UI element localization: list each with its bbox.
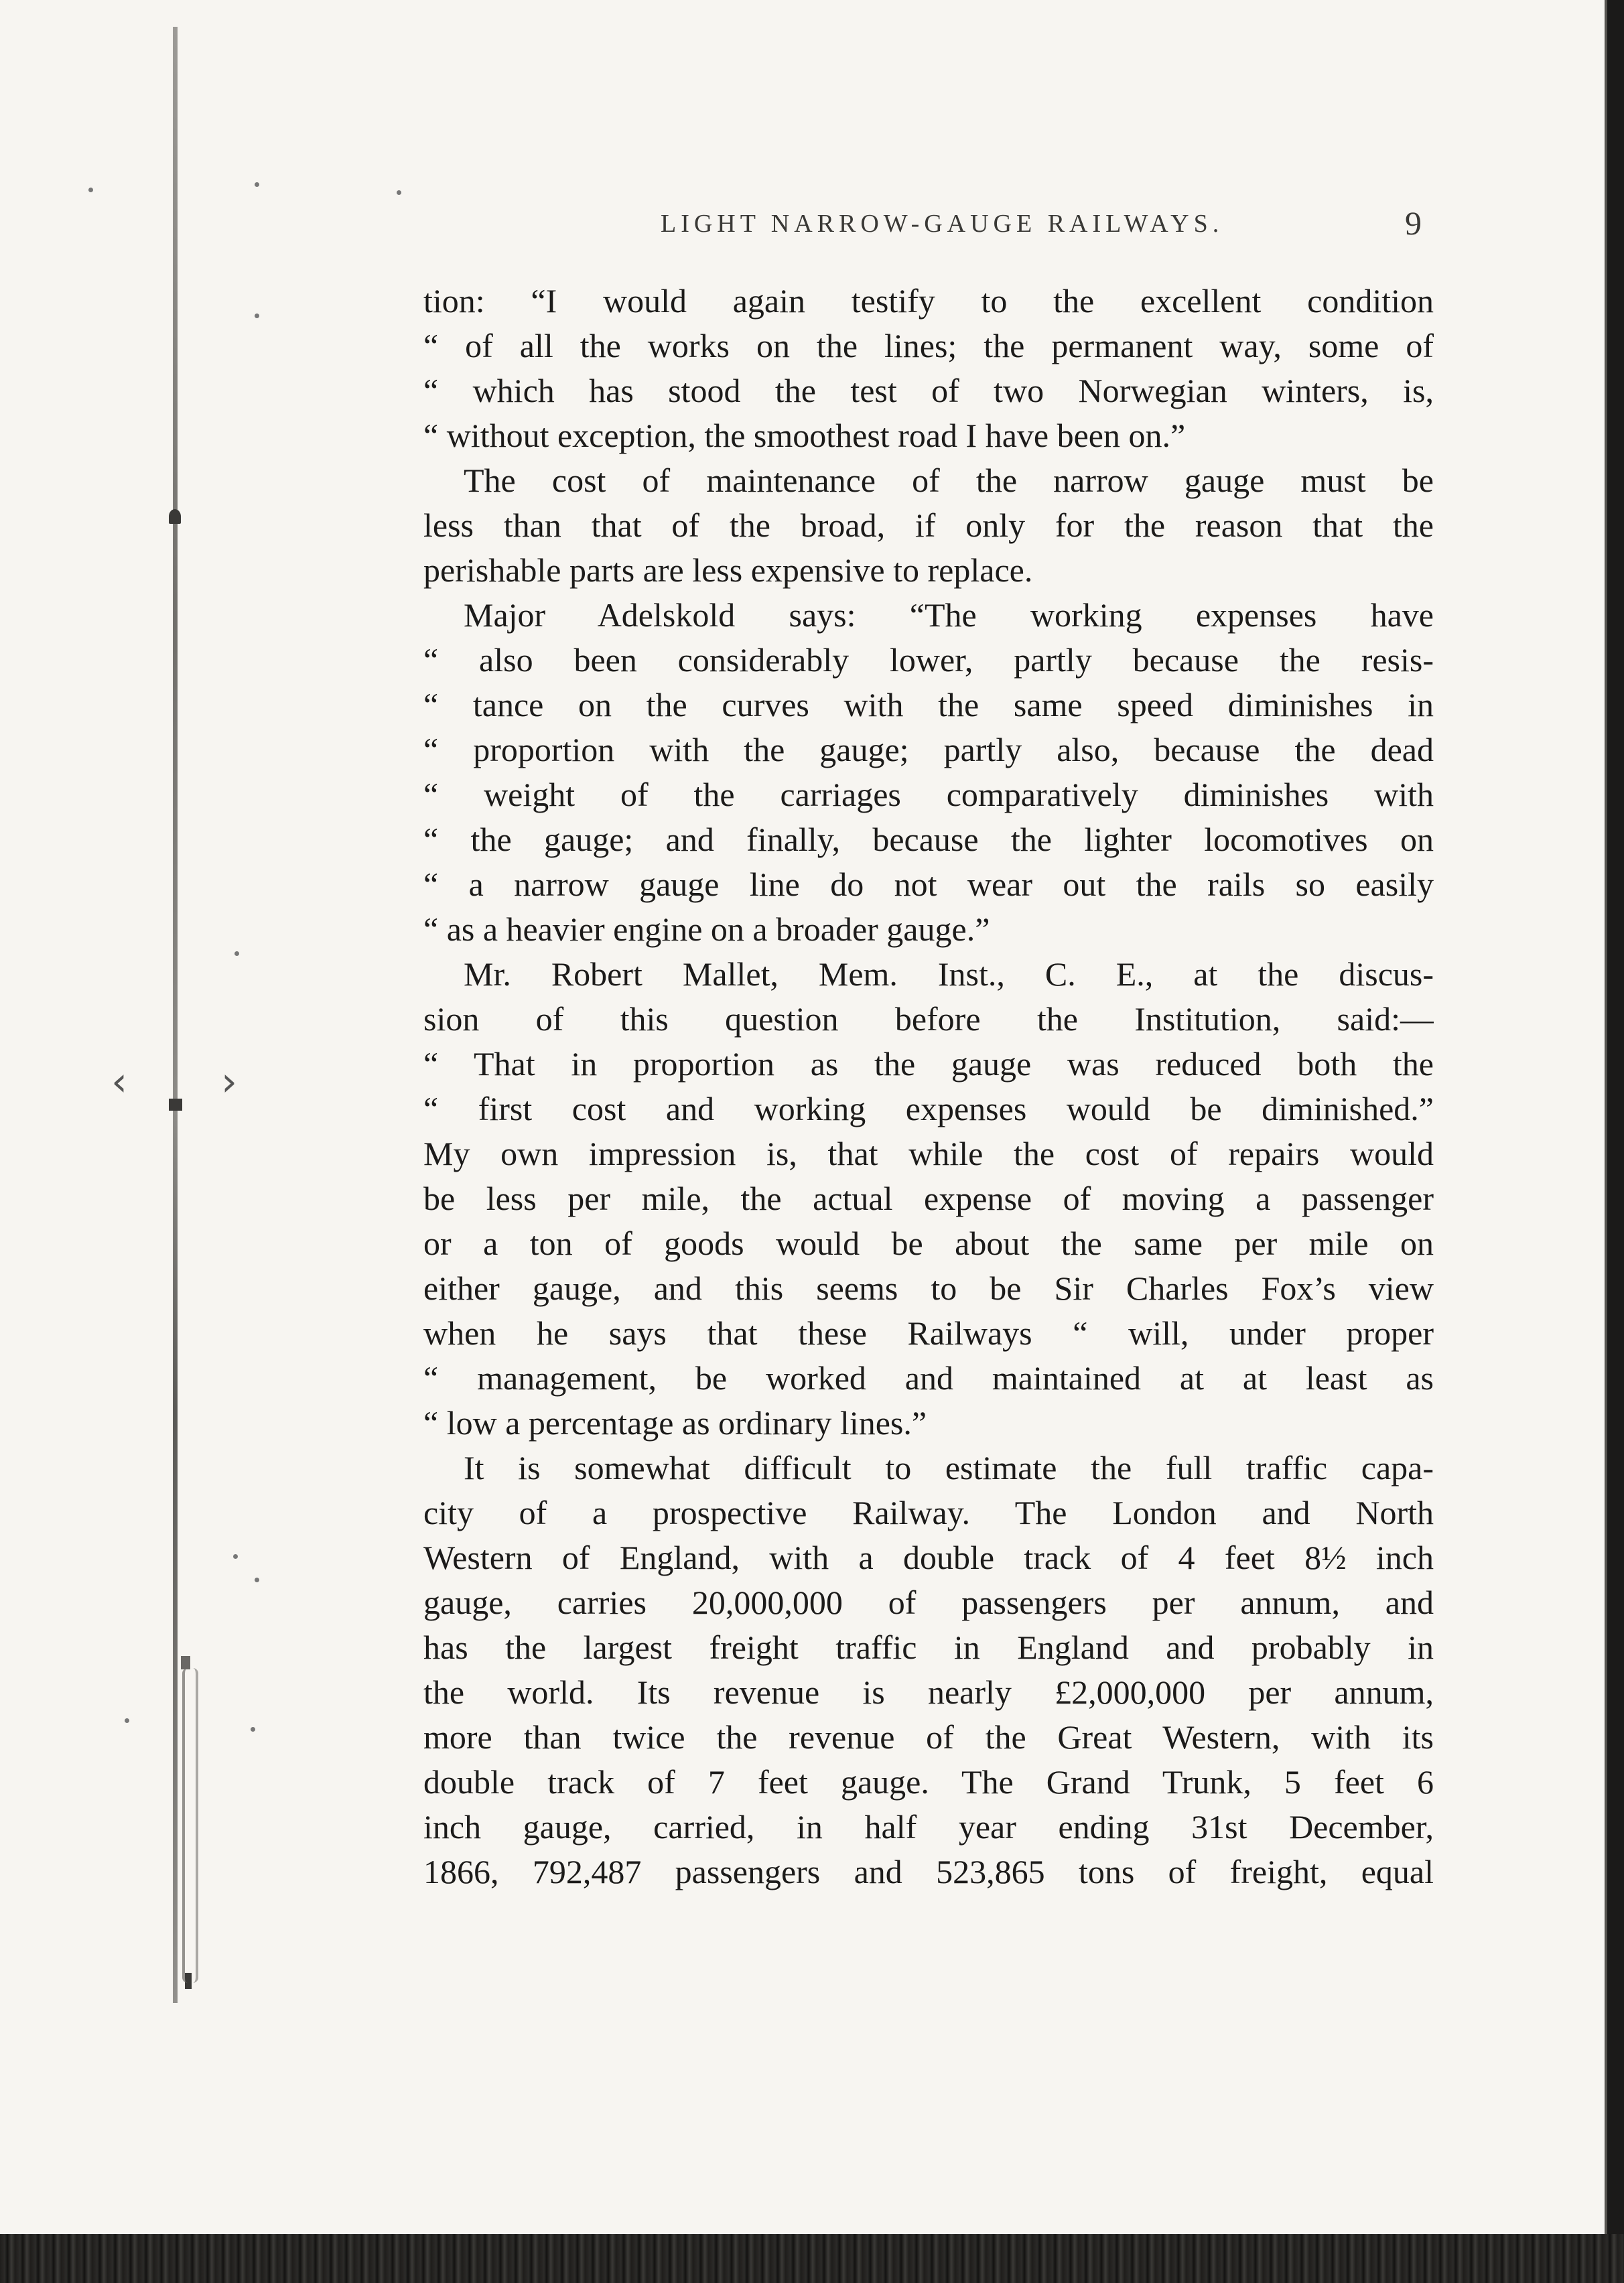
text-line: “ a narrow gauge line do not wear out the rails so easily bbox=[423, 866, 1434, 903]
text-line: “ weight of the carriages comparatively diminishes with bbox=[423, 776, 1434, 813]
text-line: inch gauge, carried, in half year ending 31st December, bbox=[423, 1808, 1434, 1846]
text-line: “ low a percentage as ordinary lines.” bbox=[423, 1404, 927, 1442]
dust-speck bbox=[125, 1718, 129, 1723]
binding-mark bbox=[169, 1099, 182, 1111]
dust-speck bbox=[255, 182, 259, 187]
text-line: perishable parts are less expensive to replace. bbox=[423, 551, 1033, 589]
text-line: city of a prospective Railway. The London and North bbox=[423, 1494, 1434, 1531]
text-line: the world. Its revenue is nearly £2,000,000 per annum, bbox=[423, 1673, 1434, 1711]
dust-speck bbox=[234, 951, 239, 956]
page-edge-bottom bbox=[0, 2234, 1624, 2283]
dust-speck bbox=[397, 190, 401, 195]
text-line: or a ton of goods would be about the same per mile on bbox=[423, 1225, 1434, 1262]
left-bracket-mark: ‹ bbox=[111, 1058, 127, 1105]
dust-speck bbox=[255, 314, 259, 318]
paragraph bbox=[423, 458, 1434, 593]
paragraph bbox=[423, 593, 1434, 952]
running-head: LIGHT NARROW-GAUGE RAILWAYS. bbox=[661, 210, 1224, 238]
paragraph bbox=[423, 1446, 1434, 1894]
text-line: “ proportion with the gauge; partly also, because the dead bbox=[423, 731, 1434, 768]
binding-line bbox=[173, 27, 178, 2003]
text-line: more than twice the revenue of the Great Western, with its bbox=[423, 1718, 1434, 1756]
binding-mark bbox=[181, 1656, 190, 1669]
text-line: sion of this question before the Institution, said:— bbox=[423, 1000, 1434, 1038]
text-line: 1866, 792,487 passengers and 523,865 tons of freight, equal bbox=[423, 1853, 1434, 1890]
page-edge-right bbox=[1605, 0, 1624, 2283]
text-line: double track of 7 feet gauge. The Grand Trunk, 5 feet 6 bbox=[423, 1763, 1434, 1801]
text-line: It is somewhat difficult to estimate the full traffic capa- bbox=[464, 1449, 1434, 1486]
text-line: “ as a heavier engine on a broader gauge.” bbox=[423, 910, 990, 948]
dust-speck bbox=[233, 1554, 238, 1559]
text-line: gauge, carries 20,000,000 of passengers per annum, and bbox=[423, 1584, 1434, 1621]
text-line: Mr. Robert Mallet, Mem. Inst., C. E., at the discus- bbox=[464, 955, 1434, 993]
text-line: “ tance on the curves with the same speed diminishes in bbox=[423, 686, 1434, 723]
text-line: Major Adelskold says: “The working expenses have bbox=[464, 596, 1434, 634]
right-bracket-mark: › bbox=[221, 1058, 237, 1105]
text-line: has the largest freight traffic in England and probably in bbox=[423, 1629, 1434, 1666]
text-line: “ first cost and working expenses would be diminished.” bbox=[423, 1090, 1434, 1127]
text-line: Western of England, with a double track of 4 feet 8½ inch bbox=[423, 1539, 1434, 1576]
text-line: The cost of maintenance of the narrow gauge must be bbox=[464, 462, 1434, 499]
paragraph bbox=[423, 952, 1434, 1446]
paragraph bbox=[423, 279, 1434, 458]
text-line: be less per mile, the actual expense of moving a passenger bbox=[423, 1180, 1434, 1217]
page-number: 9 bbox=[1405, 204, 1422, 242]
text-line: when he says that these Railways “ will, under proper bbox=[423, 1314, 1434, 1352]
text-line: My own impression is, that while the cost of repairs would bbox=[423, 1135, 1434, 1172]
text-line: “ which has stood the test of two Norwegian winters, is, bbox=[423, 372, 1434, 409]
text-line: “ the gauge; and finally, because the lighter locomotives on bbox=[423, 821, 1434, 858]
text-line: less than that of the broad, if only for the reason that the bbox=[423, 506, 1434, 544]
text-line: tion: “I would again testify to the excellent condition bbox=[423, 282, 1434, 320]
text-line: “ of all the works on the lines; the permanent way, some of bbox=[423, 327, 1434, 364]
text-line: “ also been considerably lower, partly because the resis- bbox=[423, 641, 1434, 679]
binding-thread bbox=[182, 1668, 198, 1983]
page-header bbox=[661, 204, 1422, 249]
dust-speck bbox=[88, 188, 93, 192]
body-text bbox=[423, 279, 1434, 1894]
text-line: either gauge, and this seems to be Sir Charles Fox’s view bbox=[423, 1269, 1434, 1307]
dust-speck bbox=[255, 1578, 259, 1582]
text-line: “ management, be worked and maintained at at least as bbox=[423, 1359, 1434, 1397]
text-line: “ without exception, the smoothest road I have been on.” bbox=[423, 417, 1186, 454]
dust-speck bbox=[251, 1727, 255, 1732]
binding-mark bbox=[169, 509, 181, 524]
text-line: “ That in proportion as the gauge was reduced both the bbox=[423, 1045, 1434, 1083]
